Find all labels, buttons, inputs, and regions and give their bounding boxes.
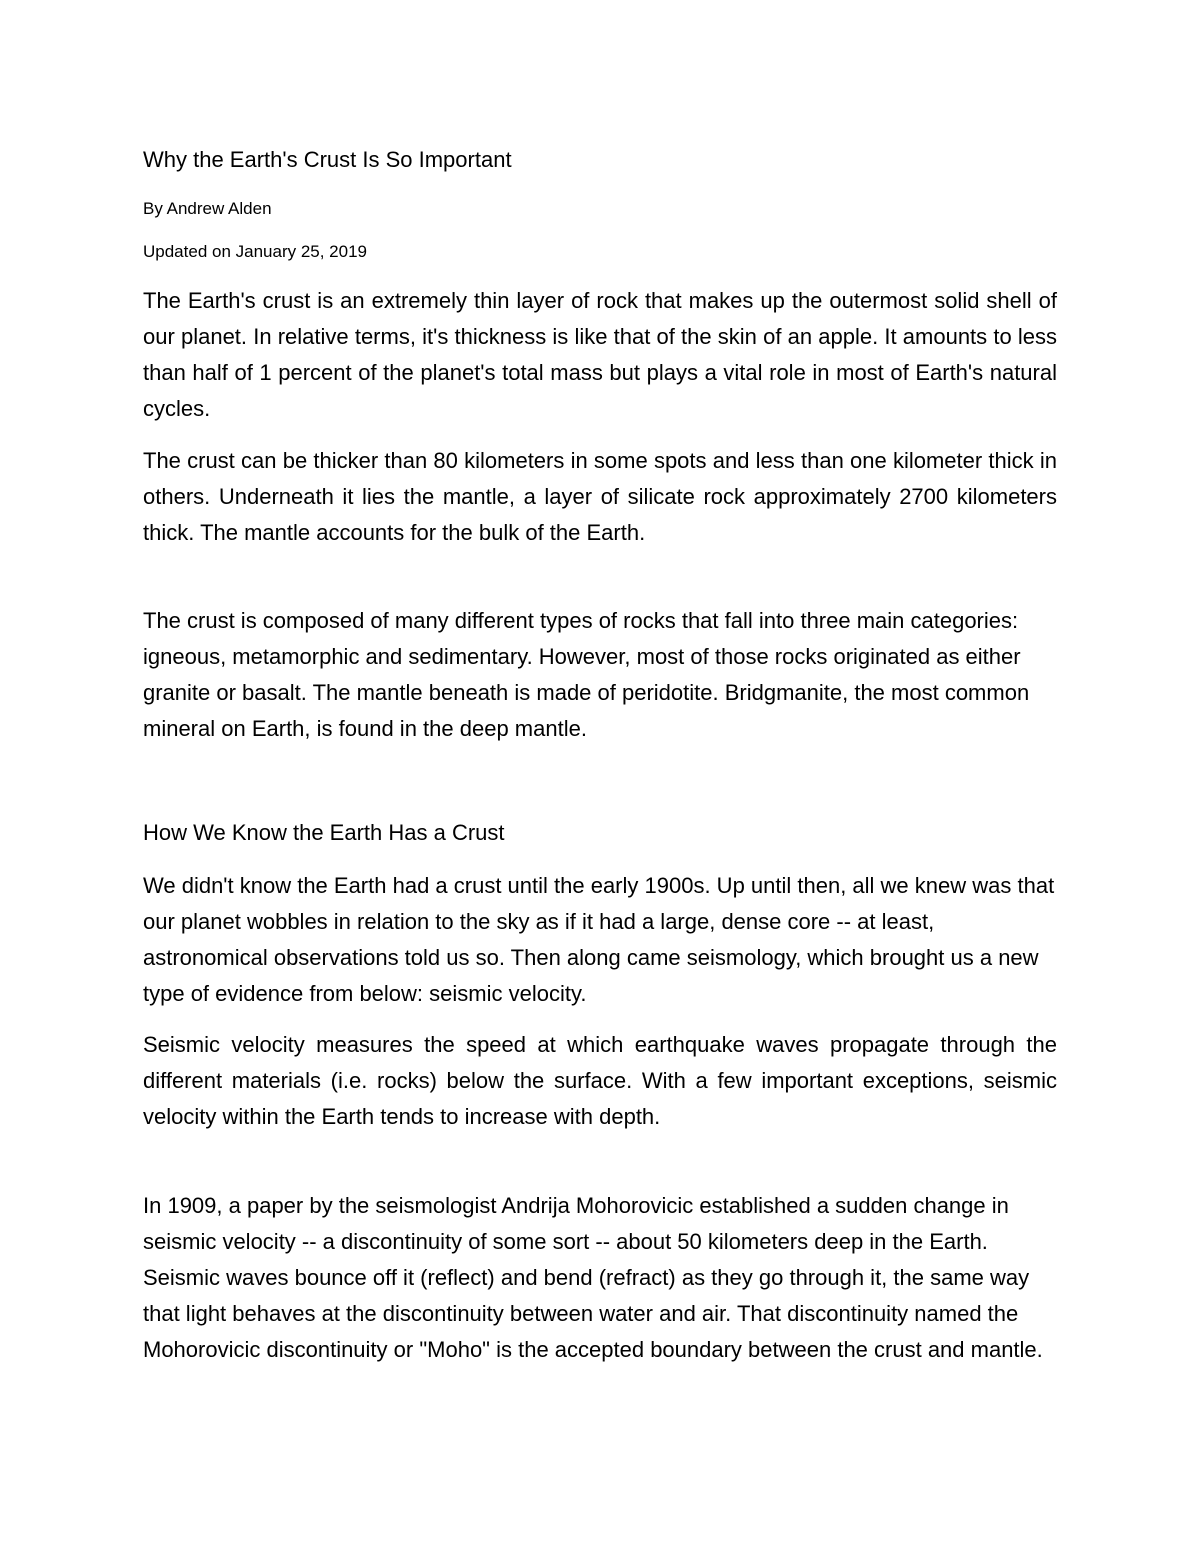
- document-title: Why the Earth's Crust Is So Important: [143, 147, 512, 172]
- paragraph-4: We didn't know the Earth had a crust until the early 1900s. Up until then, all we knew was that our planet wobbles in relation to the sky as if it had a large, dense core -- at least, astronomical observations told us so. Then along came seismology, which brought us a new type of evidence from below: seismic velocity.: [143, 873, 1055, 1006]
- document-page: [143, 0, 1057, 1553]
- paragraph-6: In 1909, a paper by the seismologist Andrija Mohorovicic established a sudden change in seismic velocity -- a discontinuity of some sort -- about 50 kilometers deep in the Earth. Seismic waves bounce off it (reflect) and bend (refract) as they go through it, the same way that light behaves at the discontinuity between water and air. That discontinuity named the Mohorovicic discontinuity or "Moho" is the accepted boundary between the crust and mantle.: [143, 1193, 1043, 1362]
- paragraph-2: The crust can be thicker than 80 kilometers in some spots and less than one kilometer thick in others. Underneath it lies the mantle, a layer of silicate rock approximately 2700 kilometers thick. The mantle accounts for the bulk of the Earth.: [143, 448, 1057, 545]
- paragraph-5: Seismic velocity measures the speed at which earthquake waves propagate through the different materials (i.e. rocks) below the surface. With a few important exceptions, seismic velocity within the Earth tends to increase with depth.: [143, 1032, 1057, 1129]
- updated-date: Updated on January 25, 2019: [143, 242, 368, 261]
- paragraph-3: The crust is composed of many different types of rocks that fall into three main categories: igneous, metamorphic and sedimentary. However, most of those rocks originated as either granite or basalt. The mantle beneath is made of peridotite. Bridgmanite, the most common mineral on Earth, is found in the deep mantle.: [143, 608, 1030, 741]
- section-heading: How We Know the Earth Has a Crust: [143, 820, 505, 845]
- author-byline: By Andrew Alden: [143, 199, 272, 218]
- paragraph-1: The Earth's crust is an extremely thin layer of rock that makes up the outermost solid shell of our planet. In relative terms, it's thickness is like that of the skin of an apple. It amounts to less than half of 1 percent of the planet's total mass but plays a vital role in most of Earth's natural cycles.: [143, 288, 1057, 421]
